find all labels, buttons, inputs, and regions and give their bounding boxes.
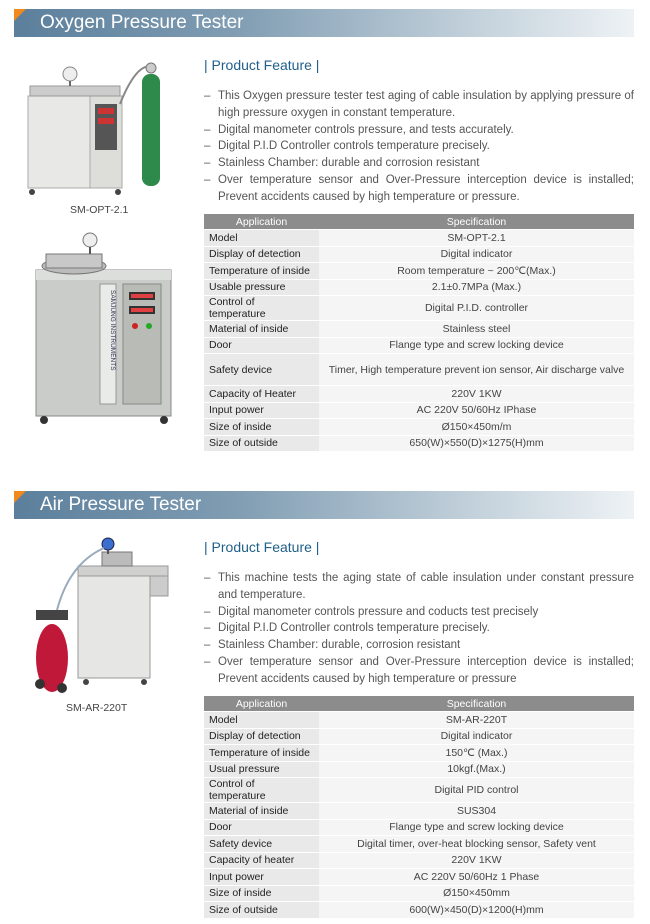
table-row — [204, 745, 634, 762]
table-row — [204, 869, 634, 886]
spec-key: Temperature of inside — [204, 263, 319, 280]
spec-key: Size of inside — [204, 419, 319, 436]
spec-value: AC 220V 50/60Hz IPhase — [319, 402, 634, 419]
spec-value: Room temperature ~ 200℃(Max.) — [319, 263, 634, 280]
table-row — [204, 386, 634, 403]
spec-key: Usual pressure — [204, 761, 319, 778]
air-tester-image — [28, 534, 178, 700]
spec-value: SM-AR-220T — [319, 712, 634, 729]
spec-key: Temperature of inside — [204, 745, 319, 762]
spec-key: Size of inside — [204, 885, 319, 902]
feature-item: – Stainless Chamber: durable and corrosion resistant — [204, 155, 634, 172]
spec-value: AC 220V 50/60Hz 1 Phase — [319, 869, 634, 886]
image-caption: SM-OPT-2.1 — [70, 204, 129, 216]
spec-key: Safety device — [204, 354, 319, 386]
feature-list — [204, 88, 634, 206]
spec-key: Usable pressure — [204, 279, 319, 296]
table-row — [204, 337, 634, 354]
cabinet-label: SAMJUNG INSTRUMENTS — [109, 290, 116, 371]
table-row — [204, 246, 634, 263]
spec-key: Display of detection — [204, 246, 319, 263]
column-header: Application — [204, 696, 319, 712]
spec-key: Capacity of heater — [204, 852, 319, 869]
section-banner-air — [14, 491, 634, 519]
section-title: Oxygen Pressure Tester — [40, 12, 244, 33]
table-row — [204, 728, 634, 745]
table-row — [204, 354, 634, 386]
spec-key: Input power — [204, 869, 319, 886]
table-row — [204, 419, 634, 436]
table-row — [204, 902, 634, 919]
table-row — [204, 852, 634, 869]
feature-item: – Over temperature sensor and Over-Pressure interception device is installed; Prevent accidents caused by high temperature or pressure — [204, 654, 634, 688]
spec-value: Stainless steel — [319, 321, 634, 338]
spec-key: Model — [204, 230, 319, 247]
table-row — [204, 296, 634, 321]
spec-key: Material of inside — [204, 803, 319, 820]
feature-item: – This machine tests the aging state of cable insulation under constant pressure and temperature. — [204, 570, 634, 604]
spec-value: Digital indicator — [319, 246, 634, 263]
spec-value: 650(W)×550(D)×1275(H)mm — [319, 435, 634, 452]
spec-key: Capacity of Heater — [204, 386, 319, 403]
spec-table-air — [204, 696, 634, 919]
feature-item: – This Oxygen pressure tester test aging of cable insulation by applying pressure of high pressure oxygen in constant temperature. — [204, 88, 634, 122]
spec-key: Model — [204, 712, 319, 729]
spec-table-oxygen — [204, 214, 634, 452]
spec-key: Material of inside — [204, 321, 319, 338]
feature-list — [204, 570, 634, 688]
table-row — [204, 230, 634, 247]
spec-value: 220V 1KW — [319, 852, 634, 869]
table-row — [204, 402, 634, 419]
oxygen-cabinet-image — [28, 226, 178, 426]
spec-value: Flange type and screw locking device — [319, 337, 634, 354]
table-row — [204, 279, 634, 296]
table-row — [204, 712, 634, 729]
table-row — [204, 321, 634, 338]
banner-corner-accent — [14, 491, 26, 503]
oxygen-tester-image — [20, 56, 180, 200]
feature-item: – Over temperature sensor and Over-Pressure interception device is installed; Prevent accidents caused by high temperature or pressure. — [204, 172, 634, 206]
table-row — [204, 263, 634, 280]
spec-value: Digital timer, over-heat blocking sensor, Safety vent — [319, 836, 634, 853]
spec-key: Door — [204, 337, 319, 354]
table-row — [204, 803, 634, 820]
table-row — [204, 885, 634, 902]
column-header: Specification — [319, 696, 634, 712]
spec-key: Control of temperature — [204, 778, 319, 803]
table-header-row — [204, 214, 634, 230]
feature-item: – Digital manometer controls pressure and coducts test precisely — [204, 604, 634, 621]
spec-value: Timer, High temperature prevent ion sensor, Air discharge valve — [319, 354, 634, 386]
spec-value: Digital indicator — [319, 728, 634, 745]
spec-value: SUS304 — [319, 803, 634, 820]
banner-corner-accent — [14, 9, 26, 21]
spec-value: 600(W)×450(D)×1200(H)mm — [319, 902, 634, 919]
column-header: Specification — [319, 214, 634, 230]
spec-key: Display of detection — [204, 728, 319, 745]
table-row — [204, 761, 634, 778]
spec-value: SM-OPT-2.1 — [319, 230, 634, 247]
spec-value: 10kgf.(Max.) — [319, 761, 634, 778]
spec-key: Input power — [204, 402, 319, 419]
spec-value: 150℃ (Max.) — [319, 745, 634, 762]
spec-value: Flange type and screw locking device — [319, 819, 634, 836]
table-row — [204, 819, 634, 836]
spec-key: Door — [204, 819, 319, 836]
spec-key: Size of outside — [204, 902, 319, 919]
feature-heading: | Product Feature | — [204, 539, 320, 555]
spec-key: Control of temperature — [204, 296, 319, 321]
spec-value: Digital P.I.D. controller — [319, 296, 634, 321]
spec-value: 2.1±0.7MPa (Max.) — [319, 279, 634, 296]
spec-value: Digital PID control — [319, 778, 634, 803]
column-header: Application — [204, 214, 319, 230]
feature-item: – Digital P.I.D Controller controls temperature precisely. — [204, 138, 634, 155]
spec-value: Ø150×450m/m — [319, 419, 634, 436]
spec-key: Safety device — [204, 836, 319, 853]
image-caption: SM-AR-220T — [66, 702, 128, 714]
feature-item: – Digital manometer controls pressure, and tests accurately. — [204, 122, 634, 139]
spec-key: Size of outside — [204, 435, 319, 452]
table-row — [204, 836, 634, 853]
section-banner-oxygen — [14, 9, 634, 37]
feature-item: – Digital P.I.D Controller controls temperature precisely. — [204, 620, 634, 637]
table-row — [204, 778, 634, 803]
table-row — [204, 435, 634, 452]
table-header-row — [204, 696, 634, 712]
spec-value: 220V 1KW — [319, 386, 634, 403]
spec-value: Ø150×450mm — [319, 885, 634, 902]
section-title: Air Pressure Tester — [40, 494, 202, 515]
feature-item: – Stainless Chamber: durable, corrosion resistant — [204, 637, 634, 654]
feature-heading: | Product Feature | — [204, 57, 320, 73]
